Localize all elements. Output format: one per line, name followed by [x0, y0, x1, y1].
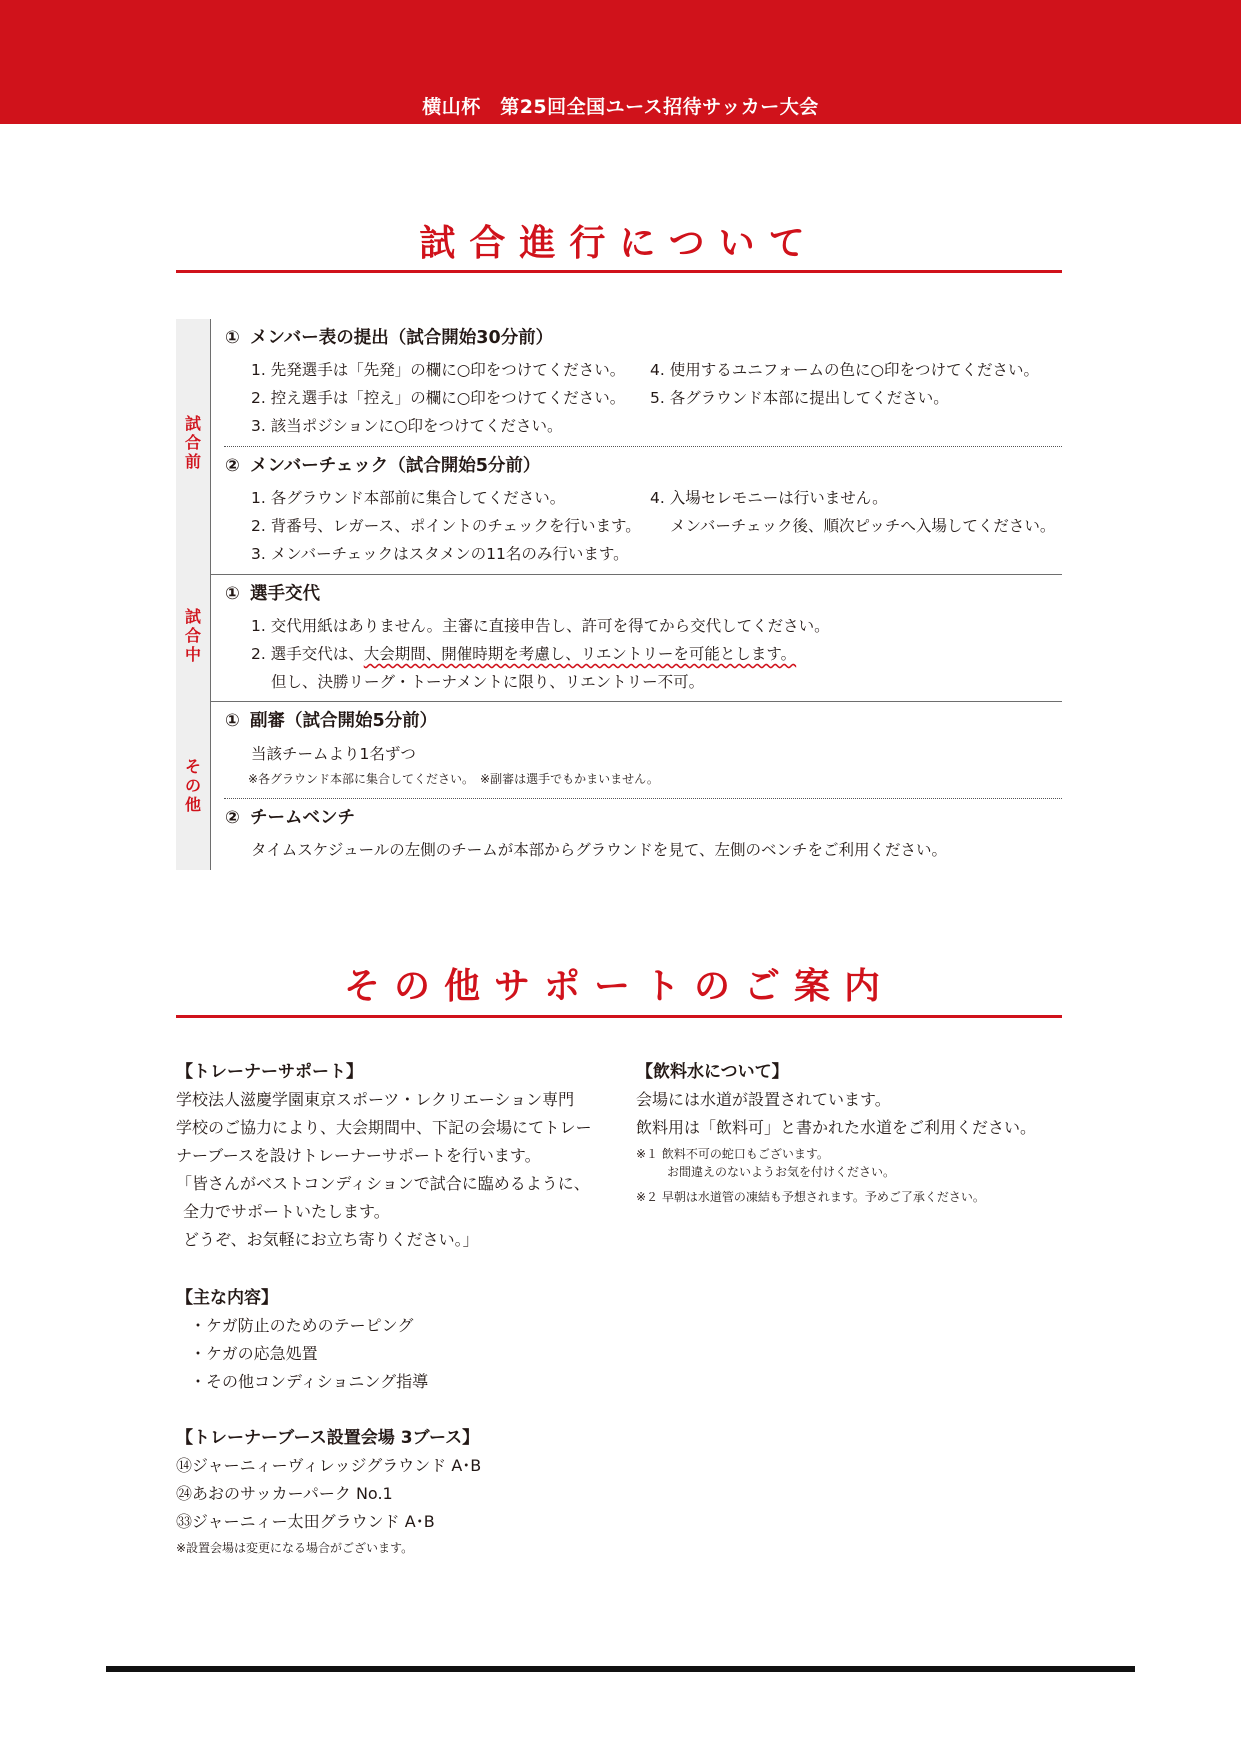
referee-heading: 副審（試合開始5分前）: [250, 711, 438, 731]
trainer-line: どうぞ、お気軽にお立ち寄りください。」: [183, 1230, 479, 1249]
list-item: 5. 各グラウンド本部に提出してください。: [650, 389, 949, 407]
section-rule: [176, 270, 1062, 273]
contents-item: ・ケガの応急処置: [190, 1344, 318, 1363]
list-item: 4. 入場セレモニーは行いません。: [650, 489, 888, 507]
member-list-num: ①: [225, 328, 240, 348]
water-heading: 【飲料水について】: [636, 1062, 789, 1082]
section-rule: [176, 1015, 1062, 1018]
list-item: 4. 使用するユニフォームの色に○印をつけてください。: [650, 361, 1039, 379]
list-item: 1. 交代用紙はありません。主審に直接申告し、許可を得てから交代してください。: [251, 617, 830, 635]
venues-heading: 【トレーナーブース設置会場 3ブース】: [176, 1428, 480, 1448]
list-item: [251, 644, 796, 664]
bench-num: ②: [225, 808, 240, 828]
list-item: 1. 先発選手は「先発」の欄に○印をつけてください。: [251, 361, 626, 379]
list-item: 2. 背番号、レガース、ポイントのチェックを行います。: [251, 517, 641, 535]
substitution-heading: 選手交代: [250, 584, 320, 604]
row-divider: [210, 701, 1062, 702]
water-note: ※１ 飲料不可の蛇口もございます。: [636, 1147, 829, 1161]
trainer-line: 全力でサポートいたします。: [183, 1202, 390, 1221]
bench-text: タイムスケジュールの左側のチームが本部からグラウンドを見て、左側のベンチをご利用ください。: [251, 841, 947, 859]
list-item: 2. 控え選手は「控え」の欄に○印をつけてください。: [251, 389, 626, 407]
venue-item: ㉔あおのサッカーパーク No.1: [176, 1484, 393, 1503]
venues-note: ※設置会場は変更になる場合がございます。: [176, 1541, 414, 1555]
list-item: 3. メンバーチェックはスタメンの11名のみ行います。: [251, 545, 629, 563]
member-check-num: ②: [225, 456, 240, 476]
tournament-title: 横山杯 第25回全国ユース招待サッカー大会: [422, 96, 819, 118]
list-item: 3. 該当ポジションに○印をつけてください。: [251, 417, 563, 435]
venue-item: ㉝ジャーニィー太田グラウンド A･B: [176, 1512, 435, 1531]
referee-text: 当該チームより1名ずつ: [251, 745, 416, 763]
dotted-divider: [224, 446, 1062, 447]
contents-item: ・ケガ防止のためのテーピング: [190, 1316, 414, 1335]
list-item: 1. 各グラウンド本部前に集合してください。: [251, 489, 566, 507]
water-note: お間違えのないようお気を付けください。: [667, 1165, 896, 1179]
section-title-match-progress: 試合進行について: [419, 223, 819, 264]
water-line: 会場には水道が設置されています。: [636, 1090, 891, 1109]
trainer-line: 「皆さんがベストコンディションで試合に臨めるように、: [176, 1174, 590, 1193]
contents-item: ・その他コンディショニング指導: [190, 1372, 429, 1391]
contents-heading: 【主な内容】: [176, 1288, 278, 1308]
water-note: ※２ 早朝は水道管の凍結も予想されます。予めご了承ください。: [636, 1190, 985, 1204]
list-item: 但し、決勝リーグ・トーナメントに限り、リエントリー不可。: [271, 673, 705, 691]
referee-note: ※各グラウンド本部に集合してください。 ※副審は選手でもかまいません。: [248, 772, 659, 786]
member-list-heading: メンバー表の提出（試合開始30分前）: [250, 328, 554, 348]
item-prefix: 2. 選手交代は、: [251, 645, 364, 663]
bench-heading: チームベンチ: [250, 808, 355, 828]
trainer-line: ナーブースを設けトレーナーサポートを行います。: [176, 1146, 541, 1165]
trainer-heading: 【トレーナーサポート】: [176, 1062, 363, 1082]
substitution-num: ①: [225, 584, 240, 604]
header-bar: [0, 0, 1241, 124]
tab-label-other: そ の 他: [184, 757, 201, 814]
tab-label-before: 試 合 前: [184, 414, 201, 471]
list-item: メンバーチェック後、順次ピッチへ入場してください。: [670, 517, 1056, 535]
dotted-divider: [224, 798, 1062, 799]
footer-rule: [106, 1666, 1135, 1672]
venue-item: ⑭ジャーニィーヴィレッジグラウンド A･B: [176, 1456, 482, 1475]
referee-num: ①: [225, 711, 240, 731]
trainer-line: 学校法人滋慶学園東京スポーツ・レクリエーション専門: [176, 1090, 575, 1109]
trainer-line: 学校のご協力により、大会期間中、下記の会場にてトレー: [176, 1118, 592, 1137]
tab-label-during: 試 合 中: [184, 607, 201, 664]
member-check-heading: メンバーチェック（試合開始5分前）: [250, 456, 541, 476]
row-divider: [210, 574, 1062, 575]
section-title-support: その他サポートのご案内: [343, 966, 894, 1007]
match-progress-table: [176, 319, 1062, 870]
water-line: 飲料用は「飲料可」と書かれた水道をご利用ください。: [636, 1118, 1037, 1137]
wavy-underlined-text: 大会期間、開催時期を考慮し、リエントリーを可能とします。: [363, 645, 797, 663]
